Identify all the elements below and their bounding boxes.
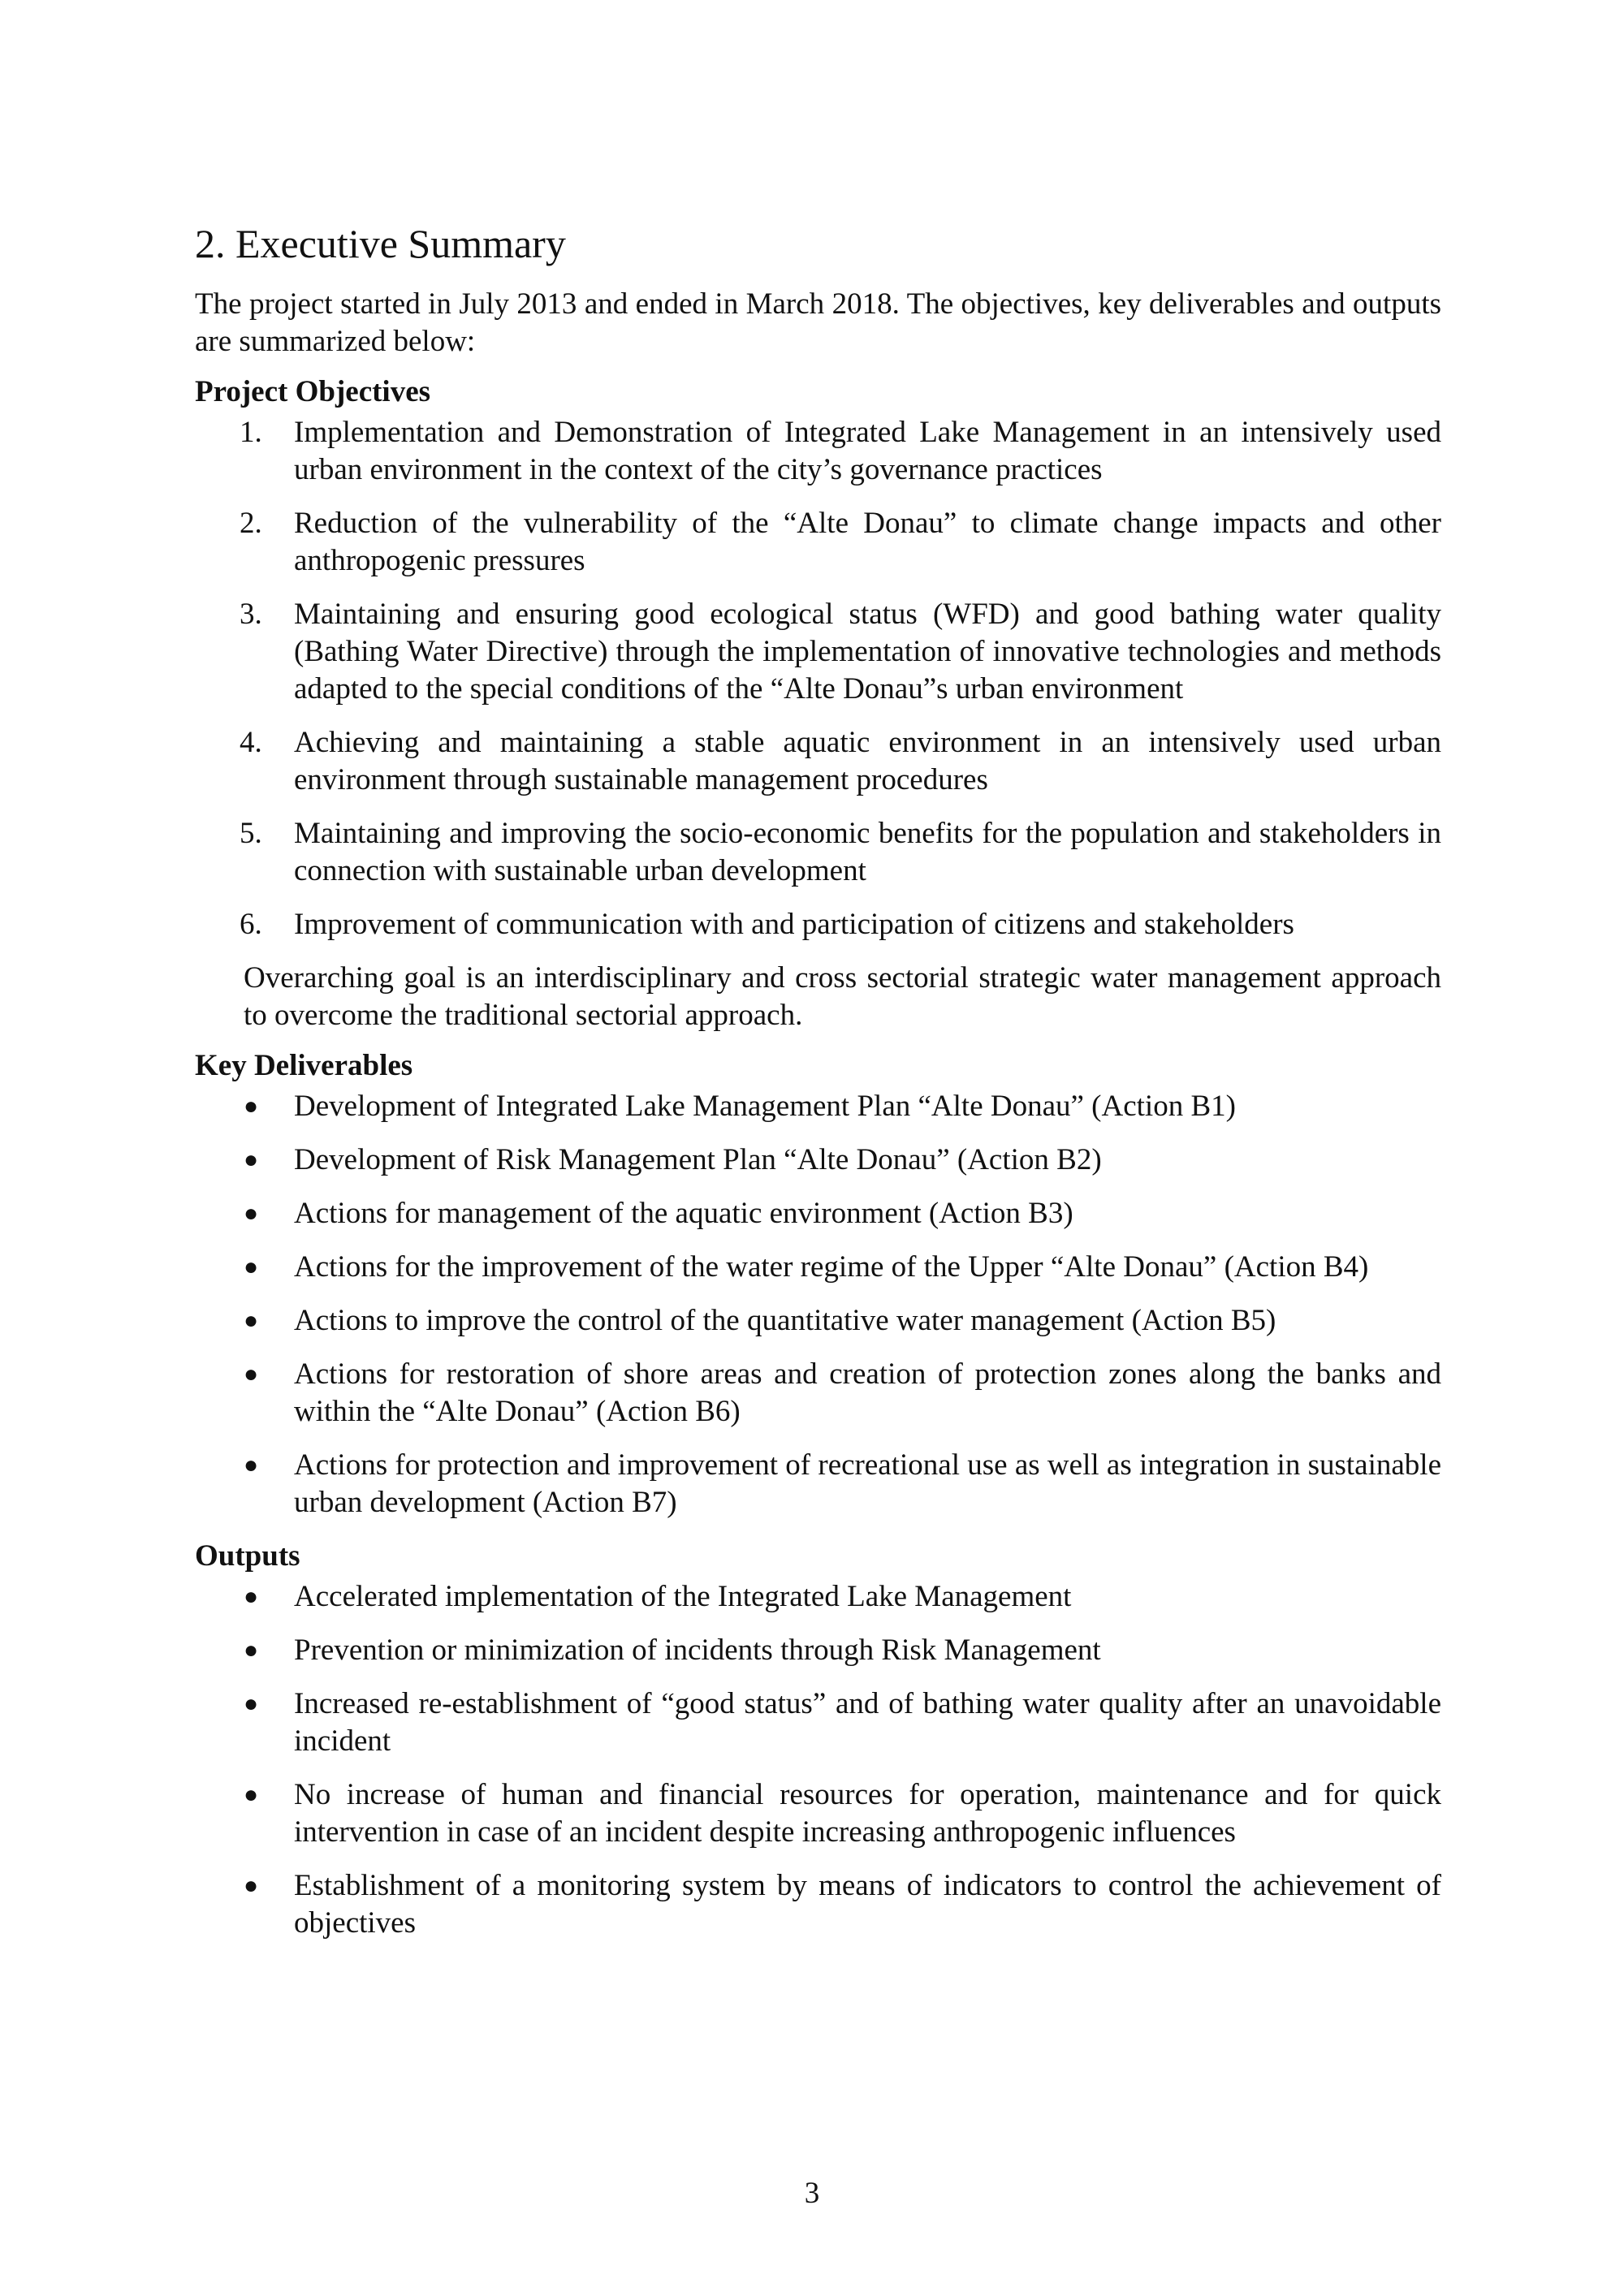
deliverable-item: [195, 1142, 1441, 1179]
bullet-icon: ●: [244, 1637, 259, 1664]
deliverable-item: [195, 1447, 1441, 1521]
objective-item: [195, 596, 1441, 708]
output-text: No increase of human and financial resources for operation, maintenance and for quick intervention in case of an incident despite increasing anthropogenic influences: [294, 1778, 1441, 1849]
objective-item: [195, 414, 1441, 489]
deliverables-list: [195, 1088, 1441, 1521]
bullet-icon: ●: [244, 1254, 259, 1280]
bullet-icon: ●: [244, 1200, 259, 1227]
intro-paragraph: The project started in July 2013 and ended in March 2018. The objectives, key deliverables and outputs are summarized below:: [195, 287, 1441, 358]
deliverable-item: [195, 1195, 1441, 1232]
deliverables-heading: Key Deliverables: [195, 1049, 413, 1082]
deliverable-text: Development of Integrated Lake Management Plan “Alte Donau” (Action B1): [294, 1090, 1236, 1123]
outputs-heading: Outputs: [195, 1539, 300, 1573]
objective-item: [195, 724, 1441, 799]
output-item: [195, 1578, 1441, 1616]
objectives-heading: Project Objectives: [195, 375, 431, 408]
objective-number: 2.: [240, 507, 262, 540]
objectives-list: [195, 414, 1441, 943]
outputs-list: [195, 1578, 1441, 1942]
objective-text: Implementation and Demonstration of Integrated Lake Management in an intensively used urban environment in the context of the city’s governance practices: [294, 416, 1441, 486]
deliverable-text: Actions for the improvement of the water regime of the Upper “Alte Donau” (Action B4): [294, 1250, 1369, 1284]
output-text: Accelerated implementation of the Integrated Lake Management: [294, 1580, 1072, 1613]
objective-text: Improvement of communication with and participation of citizens and stakeholders: [294, 908, 1294, 941]
deliverable-item: [195, 1088, 1441, 1125]
bullet-icon: ●: [244, 1872, 259, 1899]
deliverable-item: [195, 1302, 1441, 1340]
deliverable-item: [195, 1356, 1441, 1431]
bullet-icon: ●: [244, 1146, 259, 1173]
bullet-icon: ●: [244, 1690, 259, 1717]
output-item: [195, 1776, 1441, 1851]
output-text: Prevention or minimization of incidents through Risk Management: [294, 1634, 1101, 1667]
output-item: [195, 1685, 1441, 1760]
objective-number: 3.: [240, 598, 262, 631]
deliverable-text: Actions to improve the control of the quantitative water management (Action B5): [294, 1304, 1276, 1337]
deliverable-text: Development of Risk Management Plan “Alte Donau” (Action B2): [294, 1143, 1102, 1176]
output-item: [195, 1632, 1441, 1669]
objective-item: [195, 815, 1441, 890]
overarching-goal: Overarching goal is an interdisciplinary and cross sectorial strategic water management approach to overcome the traditional sectorial approach.: [244, 961, 1441, 1032]
objective-item: [195, 505, 1441, 580]
objective-text: Achieving and maintaining a stable aquatic environment in an intensively used urban environment through sustainable management procedures: [294, 726, 1441, 796]
objective-text: Maintaining and ensuring good ecological status (WFD) and good bathing water quality (Bathing Water Directive) through the implementation of innovative technologies and methods adapted to the special conditions of the “Alte Donau”s urban environment: [294, 598, 1441, 706]
section-title: 2. Executive Summary: [195, 221, 566, 266]
bullet-icon: ●: [244, 1781, 259, 1808]
deliverable-text: Actions for restoration of shore areas and creation of protection zones along the banks and within the “Alte Donau” (Action B6): [294, 1357, 1441, 1428]
output-text: Establishment of a monitoring system by means of indicators to control the achievement of objectives: [294, 1869, 1441, 1940]
objective-text: Reduction of the vulnerability of the “Alte Donau” to climate change impacts and other anthropogenic pressures: [294, 507, 1441, 577]
objective-text: Maintaining and improving the socio-economic benefits for the population and stakeholders in connection with sustainable urban development: [294, 817, 1441, 887]
objective-number: 4.: [240, 726, 262, 759]
bullet-icon: ●: [244, 1093, 259, 1120]
bullet-icon: ●: [244, 1583, 259, 1610]
bullet-icon: ●: [244, 1452, 259, 1478]
bullet-icon: ●: [244, 1361, 259, 1388]
output-text: Increased re-establishment of “good status” and of bathing water quality after an unavoidable incident: [294, 1687, 1441, 1758]
bullet-icon: ●: [244, 1307, 259, 1334]
objective-number: 6.: [240, 908, 262, 941]
deliverable-text: Actions for protection and improvement of recreational use as well as integration in sustainable urban development (Action B7): [294, 1448, 1441, 1519]
deliverable-text: Actions for management of the aquatic environment (Action B3): [294, 1197, 1073, 1230]
deliverable-item: [195, 1249, 1441, 1286]
page-number: 3: [804, 2177, 820, 2210]
output-item: [195, 1867, 1441, 1942]
objective-number: 1.: [240, 416, 262, 449]
objective-number: 5.: [240, 817, 262, 850]
document-page: [195, 219, 1441, 1958]
objective-item: [195, 906, 1441, 943]
